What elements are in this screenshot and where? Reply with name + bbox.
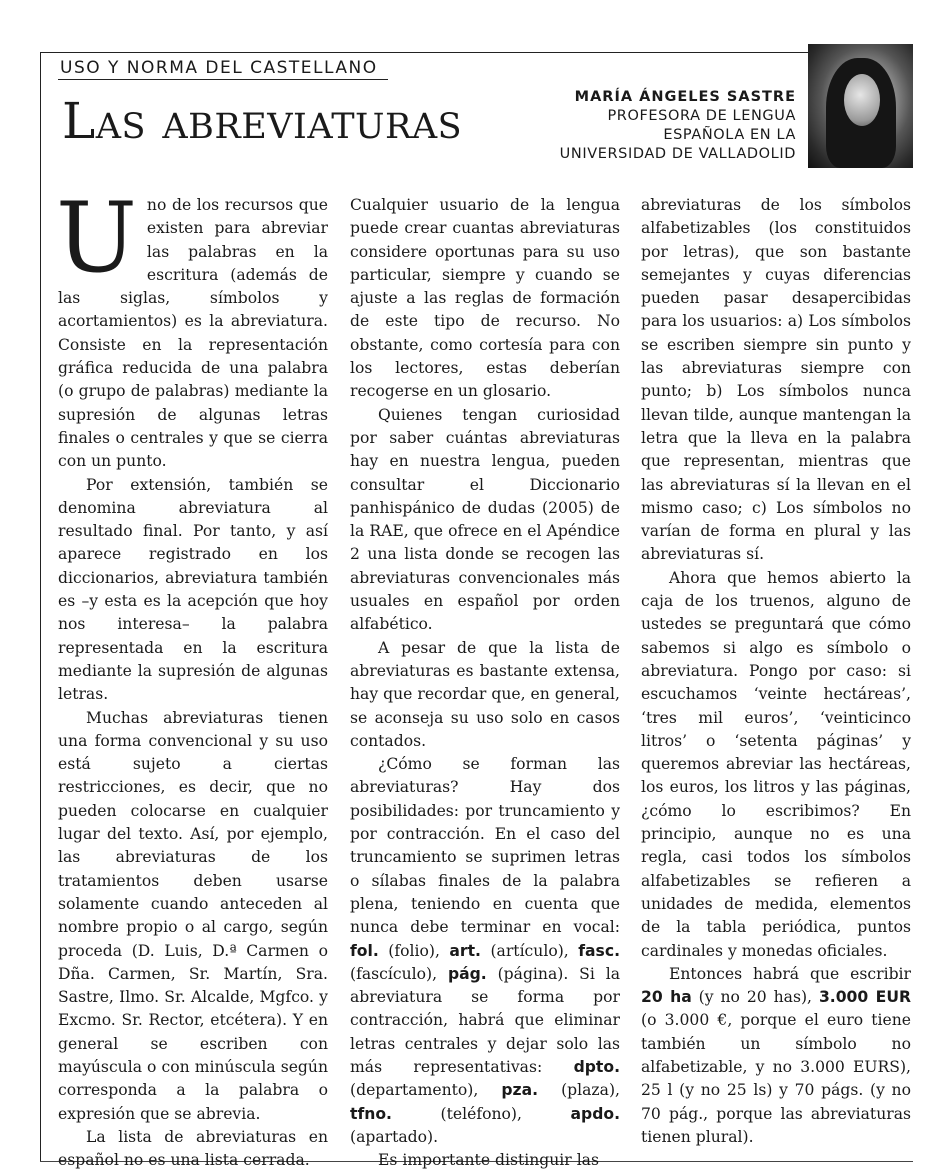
abbr-example: fasc. <box>578 941 620 960</box>
paragraph-text: (departamento), <box>350 1081 502 1100</box>
abbr-example: pág. <box>447 964 487 983</box>
paragraph: Por extensión, también se denomina abreviatura al resultado final. Por tanto, y así aparece registrado en los diccionarios, abreviatura también es –y esta es la acepción que hoy nos interesa– la palabra representada en la escritura mediante la supresión de algunas letras. <box>58 475 328 704</box>
paragraph: A pesar de que la lista de abreviaturas es bastante extensa, hay que recordar que, en general, se aconseja su uso solo en casos contados. <box>350 638 620 750</box>
paragraph: abreviaturas de los símbolos alfabetizables (los constituidos por letras), que son bastante semejantes y cuyas diferencias pueden pasar desapercibidas para los usuarios: a) Los símbolos se escriben siempre sin punto y las abreviaturas siempre con punto; b) Los símbolos nunca llevan tilde, aunque mantengan la letra que la lleva en la palabra que representan, mientras que las abreviaturas sí la llevan en el mismo caso; c) Los símbolos no varían de forma en plural y las abreviaturas sí. <box>641 196 911 564</box>
paragraph: La lista de abreviaturas en español no es una lista cerrada. <box>58 1127 328 1170</box>
abbr-example: apdo. <box>570 1104 620 1123</box>
abbr-example: pza. <box>501 1081 539 1100</box>
abbr-example: art. <box>449 941 481 960</box>
paragraph: Cualquier usuario de la lengua puede crear cuantas abreviaturas considere oportunas para su uso particular, siempre y cuando se ajuste a las reglas de formación de este tipo de recurso. No obstante, como cortesía para con los lectores, estas deberían recogerse en un glosario. <box>350 196 620 401</box>
abbr-example: dpto. <box>573 1057 620 1076</box>
paragraph <box>56 182 328 474</box>
article-column-3 <box>641 194 911 1149</box>
paragraph: Ahora que hemos abierto la caja de los truenos, alguno de ustedes se preguntará que cómo sabemos si algo es símbolo o abreviatura. Pongo por caso: si escuchamos ‘veinte hectáreas’, ‘tres mil euros’, ‘veinticinco litros’ o ‘setenta páginas’ y queremos abreviar las hectáreas, los euros, los litros y las páginas, ¿cómo lo escribimos? En principio, aunque no es una regla, casi todos los símbolos alfabetizables se refieren a unidades de medida, elementos de la tabla periódica, puntos cardinales y monedas oficiales. <box>641 568 911 960</box>
paragraph-text: (apartado). <box>350 1127 439 1146</box>
paragraph: Muchas abreviaturas tienen una forma convencional y su uso está sujeto a ciertas restricciones, es decir, que no pueden colocarse en cualquier lugar del texto. Así, por ejemplo, las abreviaturas de los tratamientos deben usarse solamente cuando anteceden al nombre propio o al cargo, según proceda (D. Luis, D.ª Carmen o Dña. Carmen, Sr. Martín, Sra. Sastre, Ilmo. Sr. Alcalde, Mgfco. y Excmo. Sr. Rector, etcétera). Y en general se escriben con mayúscula o con minúscula según corresponda a la palabra o expresión que se abrevia. <box>58 708 328 1123</box>
paragraph-text: (fascículo), <box>350 964 448 983</box>
section-label: USO Y NORMA DEL CASTELLANO <box>60 58 378 78</box>
paragraph-text: (teléfono), <box>391 1104 571 1123</box>
article-column-2 <box>350 194 620 1172</box>
author-name: MARÍA ÁNGELES SASTRE <box>574 89 796 105</box>
paragraph <box>641 963 911 1149</box>
author-role-line: ESPAÑOLA EN LA <box>663 127 796 143</box>
author-role-line: PROFESORA DE LENGUA <box>607 108 796 124</box>
author-role-line: UNIVERSIDAD DE VALLADOLID <box>559 146 796 162</box>
paragraph-text: Entonces habrá que escribir <box>669 964 911 983</box>
paragraph-text: (y no 20 has), <box>691 988 819 1007</box>
section-rule <box>58 79 388 80</box>
paragraph: Quienes tengan curiosidad por saber cuántas abreviaturas hay en nuestra lengua, pueden consultar el Diccionario panhispánico de dudas (2005) de la RAE, que ofrece en el Apéndice 2 una lista donde se recogen las abreviaturas convencionales más usuales en español por orden alfabético. <box>350 405 620 634</box>
paragraph <box>350 753 620 1149</box>
paragraph: Es importante distinguir las <box>378 1151 599 1170</box>
paragraph-text: (o 3.000 €, porque el euro tiene también un símbolo no alfabetizable, y no 3.000 EURS), 25 l (y no 25 ls) y 70 págs. (y no 70 pág., porque las abreviaturas tienen plural). <box>641 1011 911 1146</box>
paragraph-text: ¿Cómo se forman las abreviaturas? Hay dos posibilidades: por truncamiento y por contracción. En el caso del truncamiento se suprimen letras o sílabas finales de la palabra plena, teniendo en cuenta que nunca debe terminar en vocal: <box>350 755 620 937</box>
author-photo-face <box>844 74 880 126</box>
author-byline <box>560 88 796 164</box>
abbr-example: fol. <box>350 941 379 960</box>
abbr-example: tfno. <box>350 1104 392 1123</box>
author-photo <box>808 44 913 168</box>
paragraph-text: no de los recursos que existen para abreviar las palabras en la escritura (además de las siglas, símbolos y acortamientos) es la abreviatura. Consiste en la representación gráfica reducida de una palabra (o grupo de palabras) mediante la supresión de algunas letras finales o centrales y que se cierra con un punto. <box>58 196 328 471</box>
drop-cap: U <box>56 182 137 294</box>
frame-left-rule <box>40 52 41 1162</box>
symbol-example: 3.000 EUR <box>818 988 911 1007</box>
paragraph-text: (folio), <box>378 941 450 960</box>
symbol-example: 20 ha <box>641 988 692 1007</box>
paragraph-text: (página). Si la abreviatura se forma por contracción, habrá que eliminar letras centrales y dejar solo las más representativas: <box>350 964 620 1076</box>
frame-top-rule <box>40 52 813 53</box>
article-title: Las abreviaturas <box>62 92 463 150</box>
article-column-1 <box>56 182 328 1172</box>
paragraph-text: (artículo), <box>480 941 579 960</box>
paragraph-text: (plaza), <box>538 1081 620 1100</box>
